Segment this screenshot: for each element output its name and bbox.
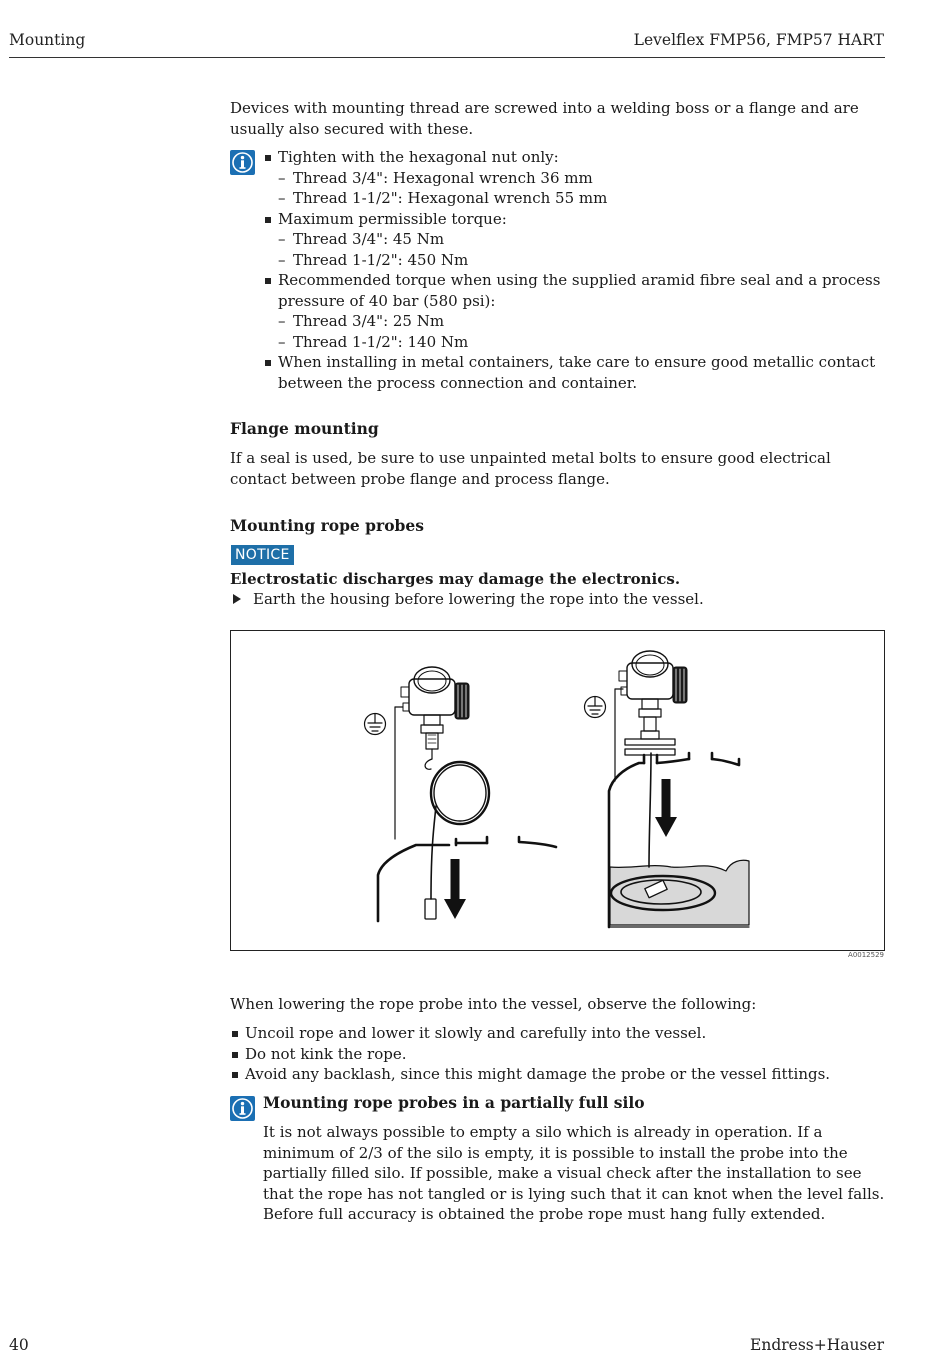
list-item-text: Recommended torque when using the supplied aramid fibre seal and a process pressure of 40 bar (580 psi): <box>278 271 881 310</box>
header-rule <box>9 57 885 58</box>
transmitter-left <box>401 667 469 749</box>
list-item <box>263 147 883 209</box>
info-icon <box>230 150 255 175</box>
sub-list-item: – Thread 1-1/2": 450 Nm <box>278 250 883 271</box>
sub-list-item: – Thread 1-1/2": 140 Nm <box>278 332 883 353</box>
list-item: Uncoil rope and lower it slowly and carefully into the vessel. <box>230 1023 890 1044</box>
list-item: Avoid any backlash, since this might damage the probe or the vessel fittings. <box>230 1064 890 1085</box>
sub-list <box>278 229 883 270</box>
notice-step-text: Earth the housing before lowering the rope into the vessel. <box>253 590 704 608</box>
sub-list <box>278 311 883 352</box>
list-item <box>263 352 883 393</box>
info-bullet-list <box>263 147 883 393</box>
notice-step <box>230 589 913 610</box>
sub-list-item: – Thread 3/4": 25 Nm <box>278 311 883 332</box>
lowering-list <box>230 1023 890 1085</box>
footer-brand: Endress+Hauser <box>750 1336 884 1354</box>
flange-heading: Flange mounting <box>230 419 379 438</box>
notice-label: NOTICE <box>231 545 294 565</box>
header-product-title: Levelflex FMP56, FMP57 HART <box>633 31 884 49</box>
list-item-text: Tighten with the hexagonal nut only: <box>278 148 559 166</box>
figure-drawing <box>231 631 884 950</box>
header-section-title: Mounting <box>9 31 86 49</box>
silo-paragraph: It is not always possible to empty a silo which is already in operation. If a minimum of 2/3 of the silo is empty, it is possible to install the probe into the partially filled silo. If possible, make a visual check after the installation to see that the rope has not tangled or is lying such that it can knot when the level falls. Before full accuracy is obtained the probe rope must hang fully extended. <box>263 1123 885 1223</box>
figure-code: A0012529 <box>848 951 884 959</box>
arrow-right-icon <box>233 594 241 604</box>
info-icon <box>230 1096 255 1121</box>
list-item-text: Maximum permissible torque: <box>278 209 507 228</box>
list-item <box>263 270 883 352</box>
list-item <box>263 209 883 271</box>
notice-badge <box>231 544 294 565</box>
sub-list <box>278 168 883 209</box>
transmitter-right <box>619 651 687 755</box>
sub-list-item: – Thread 1-1/2": Hexagonal wrench 55 mm <box>278 188 883 209</box>
rope-heading: Mounting rope probes <box>230 516 424 535</box>
flange-paragraph: If a seal is used, be sure to use unpainted metal bolts to ensure good electrical contact between probe flange and process flange. <box>230 449 831 488</box>
info-list-block <box>263 147 883 393</box>
ground-icon <box>585 697 606 718</box>
silo-heading: Mounting rope probes in a partially full silo <box>263 1093 645 1112</box>
ground-icon <box>365 714 386 735</box>
figure-rope-probe <box>230 630 885 951</box>
intro-paragraph: Devices with mounting thread are screwed into a welding boss or a flange and are usually also secured with these. <box>230 99 859 138</box>
lowering-intro: When lowering the rope probe into the vessel, observe the following: <box>230 995 757 1013</box>
list-item-text: When installing in metal containers, take care to ensure good metallic contact between the process connection and container. <box>278 353 876 392</box>
sub-list-item: – Thread 3/4": Hexagonal wrench 36 mm <box>278 168 883 189</box>
sub-list-item: – Thread 3/4": 45 Nm <box>278 229 883 250</box>
list-item: Do not kink the rope. <box>230 1044 890 1065</box>
notice-title: Electrostatic discharges may damage the electronics. <box>230 570 681 588</box>
page-number: 40 <box>9 1336 29 1354</box>
